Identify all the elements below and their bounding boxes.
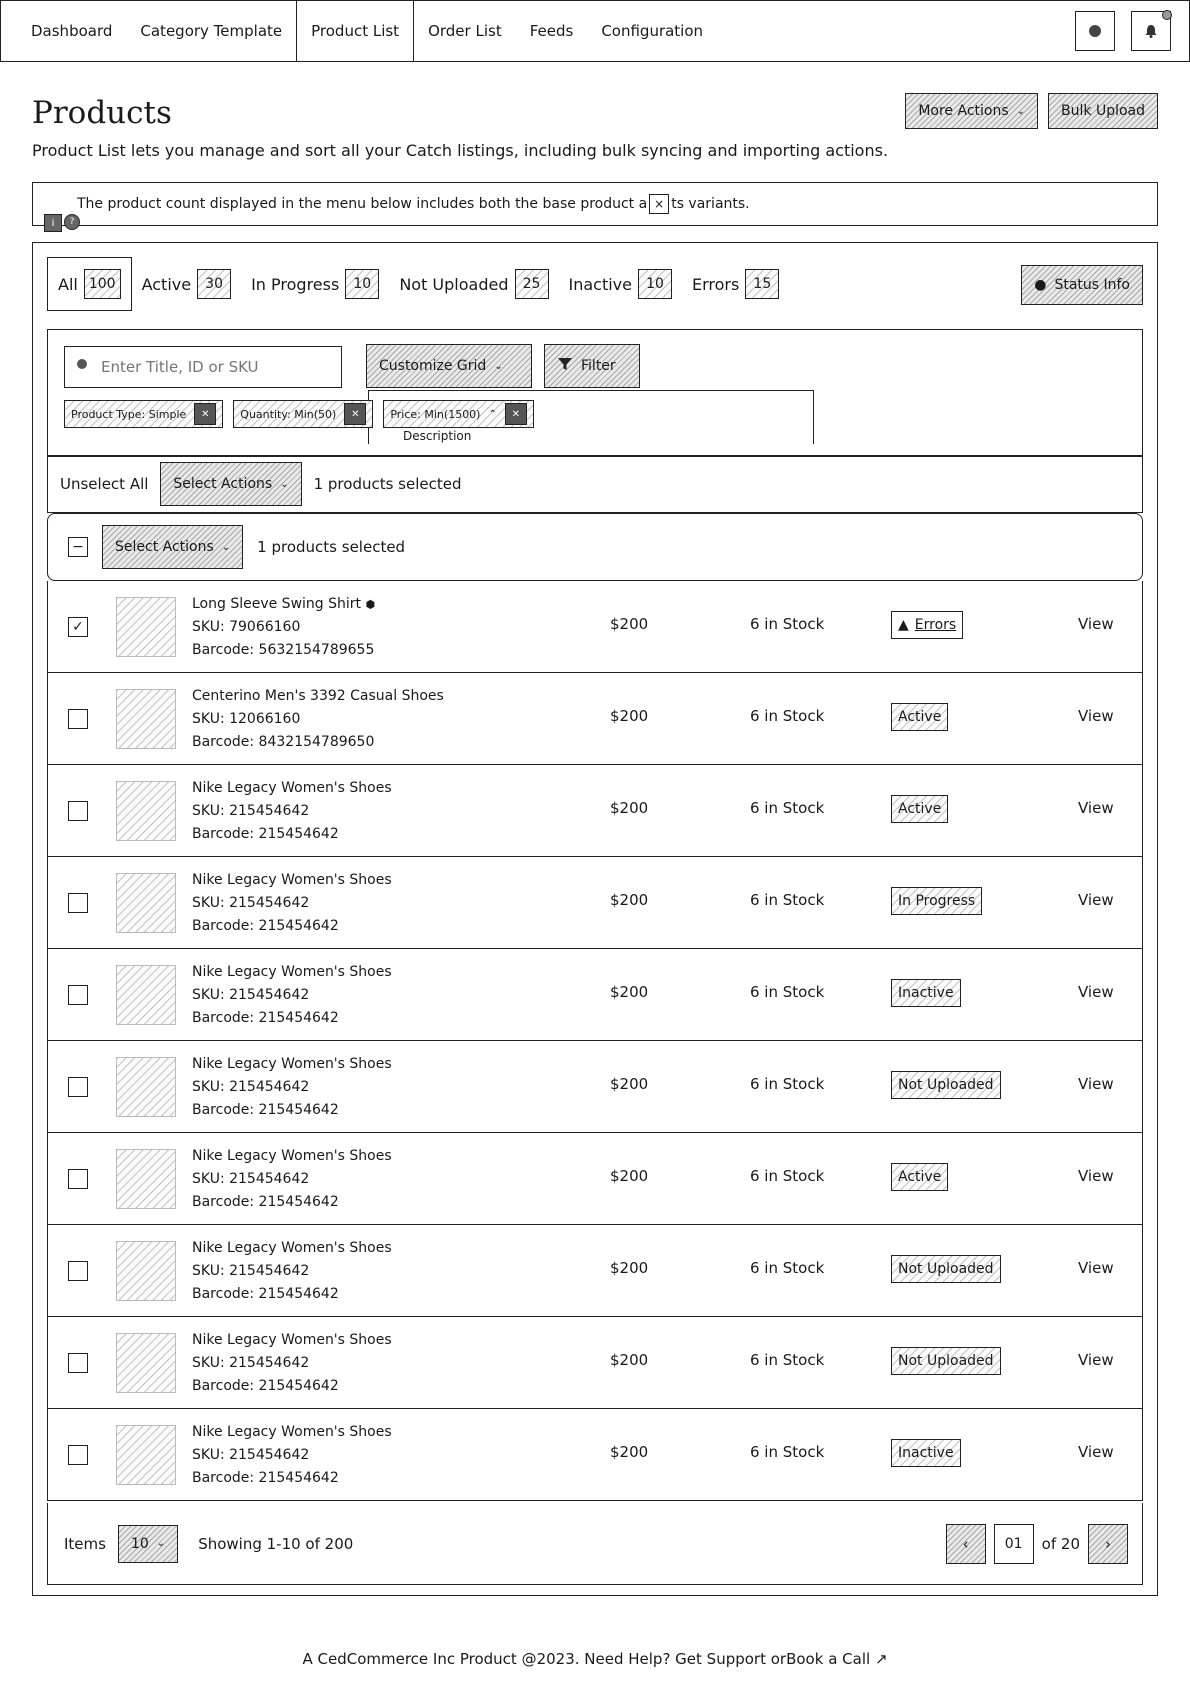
product-thumbnail	[116, 1333, 176, 1393]
close-icon[interactable]: ✕	[194, 403, 216, 425]
search-box	[64, 346, 342, 388]
items-label: Items	[64, 1534, 106, 1553]
product-price: $200	[610, 615, 649, 633]
nav-label: Product List	[311, 22, 400, 40]
tab-count: 10	[638, 269, 672, 299]
product-stock: 6 in Stock	[750, 1259, 825, 1277]
product-title[interactable]: Nike Legacy Women's Shoes	[192, 780, 392, 796]
product-sku: SKU: 79066160	[192, 619, 301, 635]
close-icon[interactable]: ✕	[344, 403, 366, 425]
product-thumbnail	[116, 781, 176, 841]
close-icon[interactable]: ✕	[505, 403, 527, 425]
nav-item-dashboard[interactable]	[1, 1, 126, 61]
status-badge: In Progress	[891, 887, 982, 915]
product-thumbnail	[116, 597, 176, 657]
product-price: $200	[610, 1259, 649, 1277]
unselect-all-link[interactable]: Unselect All	[60, 475, 149, 493]
product-sku: SKU: 215454642	[192, 987, 310, 1003]
table-row	[47, 1317, 1143, 1409]
product-thumbnail	[116, 965, 176, 1025]
table-row	[47, 581, 1143, 673]
table-row	[47, 1225, 1143, 1317]
product-price: $200	[610, 707, 649, 725]
product-info	[192, 685, 444, 754]
view-link[interactable]: View	[1078, 1167, 1114, 1185]
book-call-link[interactable]	[786, 1650, 887, 1668]
row-checkbox[interactable]	[68, 1169, 88, 1189]
tab-label: In Progress	[251, 274, 340, 294]
chevron-down-icon: ⌄	[280, 478, 289, 490]
filter-chip[interactable]	[233, 400, 373, 428]
product-info	[192, 1053, 392, 1122]
tab-count: 25	[515, 269, 549, 299]
tab-errors[interactable]	[682, 257, 789, 311]
button-label: Select Actions	[173, 476, 273, 492]
product-title[interactable]: Nike Legacy Women's Shoes	[192, 872, 392, 888]
row-checkbox[interactable]	[68, 985, 88, 1005]
product-title[interactable]: Nike Legacy Women's Shoes	[192, 1424, 392, 1440]
tab-label: All	[58, 274, 78, 294]
top-nav	[0, 0, 1190, 62]
product-sku: SKU: 12066160	[192, 711, 301, 727]
product-sku: SKU: 215454642	[192, 1171, 310, 1187]
product-price: $200	[610, 1075, 649, 1093]
product-sku: SKU: 215454642	[192, 1355, 310, 1371]
view-link[interactable]: View	[1078, 799, 1114, 817]
bell-icon[interactable]	[1131, 11, 1171, 51]
select-actions-button[interactable]	[160, 462, 301, 506]
select-actions-button[interactable]	[102, 525, 243, 569]
status-badge: ▲ Errors	[891, 611, 963, 639]
product-barcode: Barcode: 215454642	[192, 1378, 339, 1394]
filter-icon	[557, 356, 573, 376]
tab-count: 15	[745, 269, 779, 299]
nav-label: Category Template	[140, 22, 283, 40]
status-badge: Active	[891, 703, 948, 731]
product-price: $200	[610, 799, 649, 817]
product-sku: SKU: 215454642	[192, 1079, 310, 1095]
view-link[interactable]: View	[1078, 707, 1114, 725]
status-badge: Not Uploaded	[891, 1347, 1001, 1375]
select-all-checkbox[interactable]: −	[68, 537, 88, 557]
product-info	[192, 961, 392, 1030]
product-title[interactable]: Long Sleeve Swing Shirt ⬢	[192, 596, 376, 612]
product-title[interactable]: Nike Legacy Women's Shoes	[192, 1148, 392, 1164]
active-filter-chips	[64, 400, 534, 428]
view-link[interactable]: View	[1078, 891, 1114, 909]
dropdown-option[interactable]: Description	[403, 429, 472, 443]
filter-button[interactable]	[544, 344, 640, 388]
per-page-value: 10	[130, 1535, 149, 1552]
customize-grid-button[interactable]	[366, 344, 532, 388]
pager	[946, 1524, 1142, 1564]
chevron-up-icon: ⌃	[488, 408, 497, 420]
view-link[interactable]: View	[1078, 1075, 1114, 1093]
view-link[interactable]: View	[1078, 615, 1114, 633]
row-checkbox[interactable]: ✓	[68, 617, 88, 637]
chevron-right-icon: ›	[1105, 1534, 1111, 1553]
product-info	[192, 1145, 392, 1214]
product-thumbnail	[116, 1425, 176, 1485]
footer-link-label: Book a Call	[786, 1650, 871, 1668]
table-row	[47, 949, 1143, 1041]
tab-label: Errors	[692, 274, 740, 294]
product-price: $200	[610, 891, 649, 909]
nav-item-category-template[interactable]	[126, 1, 296, 61]
view-link[interactable]: View	[1078, 1351, 1114, 1369]
product-thumbnail	[116, 1241, 176, 1301]
help-icon: ?	[64, 214, 80, 230]
product-stock: 6 in Stock	[750, 1167, 825, 1185]
nav-label: Order List	[428, 22, 502, 40]
product-info	[192, 777, 392, 846]
product-sku: SKU: 215454642	[192, 1447, 310, 1463]
product-sku: SKU: 215454642	[192, 1263, 310, 1279]
product-stock: 6 in Stock	[750, 891, 825, 909]
header-actions	[905, 93, 1158, 129]
product-barcode: Barcode: 8432154789650	[192, 734, 375, 750]
banner-text: The product count displayed in the menu below includes both the base product a	[77, 196, 648, 212]
product-title[interactable]: Nike Legacy Women's Shoes	[192, 1056, 392, 1072]
nav-label: Dashboard	[31, 22, 113, 40]
notification-dot	[1162, 10, 1172, 20]
row-checkbox[interactable]	[68, 893, 88, 913]
table-row	[47, 857, 1143, 949]
product-barcode: Barcode: 215454642	[192, 1102, 339, 1118]
nav-item-order-list[interactable]	[414, 1, 516, 61]
page-total: of 20	[1041, 1534, 1080, 1553]
button-label: Filter	[581, 358, 616, 374]
product-price: $200	[610, 1443, 649, 1461]
product-info	[192, 593, 375, 662]
chevron-down-icon: ⌄	[494, 360, 503, 372]
row-checkbox[interactable]	[68, 1077, 88, 1097]
row-checkbox[interactable]	[68, 1261, 88, 1281]
product-barcode: Barcode: 215454642	[192, 1010, 339, 1026]
filter-chip[interactable]	[64, 400, 223, 428]
product-info	[192, 869, 392, 938]
nav-label: Feeds	[529, 22, 574, 40]
chip-label: Product Type: Simple	[71, 407, 187, 421]
table-row	[47, 1133, 1143, 1225]
next-page-button[interactable]	[1088, 1524, 1128, 1564]
product-stock: 6 in Stock	[750, 615, 825, 633]
product-barcode: Barcode: 215454642	[192, 1286, 339, 1302]
product-info	[192, 1237, 392, 1306]
nav-item-product-list[interactable]	[296, 1, 414, 61]
footer-text: A CedCommerce Inc Product @2023. Need Help? Get Support or	[302, 1650, 787, 1668]
product-stock: 6 in Stock	[750, 707, 825, 725]
table-row	[47, 1041, 1143, 1133]
product-barcode: Barcode: 5632154789655	[192, 642, 375, 658]
product-stock: 6 in Stock	[750, 799, 825, 817]
nav-label: Configuration	[601, 22, 704, 40]
button-label: More Actions	[918, 103, 1009, 119]
row-checkbox[interactable]	[68, 1445, 88, 1465]
prev-page-button[interactable]	[946, 1524, 986, 1564]
button-label: Customize Grid	[379, 358, 487, 374]
tab-label: Not Uploaded	[399, 274, 509, 294]
info-banner	[32, 182, 1158, 226]
page-title: Products	[32, 95, 172, 131]
product-thumbnail	[116, 1057, 176, 1117]
tab-count: 100	[84, 269, 121, 299]
tab-inactive[interactable]	[559, 257, 683, 311]
status-badge: Inactive	[891, 979, 961, 1007]
alert-icon: ▲	[898, 617, 909, 633]
warning-icon: ⬢	[365, 598, 376, 611]
chevron-down-icon: ⌄	[221, 541, 231, 553]
page-subtitle: Product List lets you manage and sort all your Catch listings, including bulk syncing and importing actions.	[32, 141, 889, 160]
per-page-select[interactable]	[118, 1525, 178, 1563]
more-actions-button[interactable]	[905, 93, 1038, 129]
product-barcode: Barcode: 215454642	[192, 1194, 339, 1210]
product-title[interactable]: Nike Legacy Women's Shoes	[192, 1240, 392, 1256]
status-info-button[interactable]	[1021, 265, 1143, 305]
product-stock: 6 in Stock	[750, 983, 825, 1001]
view-link[interactable]: View	[1078, 1259, 1114, 1277]
product-barcode: Barcode: 215454642	[192, 918, 339, 934]
product-stock: 6 in Stock	[750, 1351, 825, 1369]
tab-in-progress[interactable]	[241, 257, 389, 311]
status-badge: Not Uploaded	[891, 1071, 1001, 1099]
button-label: Bulk Upload	[1061, 103, 1145, 119]
product-thumbnail	[116, 1149, 176, 1209]
tab-label: Inactive	[568, 274, 632, 294]
info-icon: ●	[1034, 277, 1047, 293]
product-thumbnail	[116, 873, 176, 933]
button-label: Status Info	[1054, 277, 1130, 293]
info-icon: i	[44, 214, 62, 232]
button-label: Select Actions	[115, 539, 214, 555]
user-icon[interactable]	[1075, 11, 1115, 51]
filter-toolbar	[47, 329, 1143, 457]
chevron-down-icon: ⌄	[1016, 105, 1026, 117]
product-stock: 6 in Stock	[750, 1075, 825, 1093]
row-checkbox[interactable]	[68, 709, 88, 729]
products-card	[32, 242, 1158, 1596]
product-title[interactable]: Nike Legacy Women's Shoes	[192, 964, 392, 980]
product-thumbnail	[116, 689, 176, 749]
chip-label: Price: Min(1500)	[390, 407, 481, 421]
bulk-action-bar	[47, 455, 1143, 513]
external-link-icon: ↗	[874, 1650, 888, 1668]
table-row	[47, 673, 1143, 765]
product-info	[192, 1329, 392, 1398]
showing-text: Showing 1-10 of 200	[198, 1534, 354, 1553]
products-table	[47, 513, 1143, 1501]
chevron-left-icon: ‹	[962, 1534, 969, 1553]
selected-count: 1 products selected	[313, 475, 462, 493]
row-checkbox[interactable]	[68, 1353, 88, 1373]
product-price: $200	[610, 1351, 649, 1369]
close-icon[interactable]: ×	[649, 194, 669, 214]
product-title[interactable]: Centerino Men's 3392 Casual Shoes	[192, 688, 444, 704]
table-row	[47, 1409, 1143, 1501]
product-title[interactable]: Nike Legacy Women's Shoes	[192, 1332, 392, 1348]
tab-count: 30	[197, 269, 231, 299]
view-link[interactable]: View	[1078, 1443, 1114, 1461]
chevron-down-icon: ⌄	[156, 1538, 166, 1549]
search-input[interactable]	[101, 358, 301, 376]
product-stock: 6 in Stock	[750, 1443, 825, 1461]
status-badge: Active	[891, 1163, 948, 1191]
search-icon	[75, 357, 91, 377]
selected-count: 1 products selected	[257, 538, 406, 556]
product-barcode: Barcode: 215454642	[192, 826, 339, 842]
product-sku: SKU: 215454642	[192, 803, 310, 819]
page-number-input[interactable]: 01	[994, 1524, 1034, 1564]
view-link[interactable]: View	[1078, 983, 1114, 1001]
status-tabs	[47, 257, 789, 311]
row-checkbox[interactable]	[68, 801, 88, 821]
bulk-upload-button[interactable]	[1048, 93, 1158, 129]
product-price: $200	[610, 983, 649, 1001]
product-price: $200	[610, 1167, 649, 1185]
product-info	[192, 1421, 392, 1490]
status-badge: Active	[891, 795, 948, 823]
table-header	[47, 513, 1143, 581]
table-body	[47, 581, 1143, 1501]
tab-not-uploaded[interactable]	[389, 257, 558, 311]
chip-label: Quantity: Min(50)	[240, 407, 337, 421]
product-sku: SKU: 215454642	[192, 895, 310, 911]
pagination-bar	[47, 1503, 1143, 1585]
status-badge: Not Uploaded	[891, 1255, 1001, 1283]
table-row	[47, 765, 1143, 857]
nav-item-feeds[interactable]	[516, 1, 588, 61]
banner-badges	[44, 214, 80, 232]
banner-text-end: ts variants.	[671, 196, 750, 212]
nav-icons	[1075, 1, 1189, 61]
tab-all[interactable]	[47, 257, 132, 311]
product-barcode: Barcode: 215454642	[192, 1470, 339, 1486]
tab-label: Active	[141, 274, 192, 294]
nav-item-configuration[interactable]	[587, 1, 717, 61]
page-footer	[0, 1650, 1190, 1668]
tab-count: 10	[345, 269, 379, 299]
status-badge: Inactive	[891, 1439, 961, 1467]
filter-chip[interactable]	[383, 400, 534, 428]
tab-active[interactable]	[132, 257, 242, 311]
